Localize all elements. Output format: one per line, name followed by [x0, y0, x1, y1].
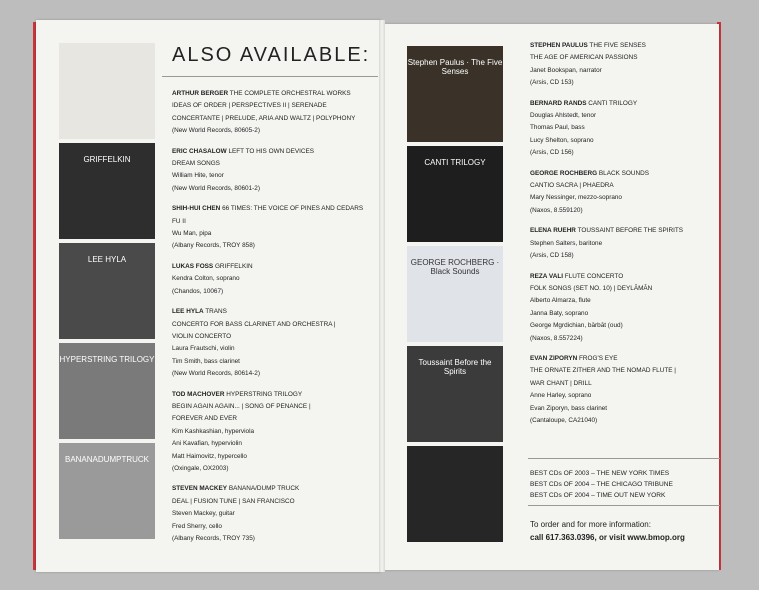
cd-entry-line: (Arsis, CD 153)	[530, 79, 574, 87]
contact-line-2: call 617.363.0396, or visit www.bmop.org	[530, 533, 685, 542]
right-album-cover	[407, 146, 503, 242]
cd-entry-line: Janna Baty, soprano	[530, 309, 589, 317]
composer-name: STEPHEN PAULUS	[530, 42, 588, 49]
cd-entry-line: FOLK SONGS (SET NO. 10) | DEYLĀMĀN	[530, 284, 653, 292]
composer-name: LEE HYLA	[172, 308, 204, 316]
cd-entry-heading	[172, 261, 377, 273]
cd-entry-line: (New World Records, 80614-2)	[172, 370, 260, 378]
cd-entry-line: (New World Records, 80601-2)	[172, 184, 260, 192]
album-title: BANANA/DUMP TRUCK	[227, 485, 300, 493]
best-of-item: BEST CDs OF 2004 – THE CHICAGO TRIBUNE	[530, 481, 673, 488]
book-gutter	[379, 20, 385, 572]
cd-entry-line: (Albany Records, TROY 735)	[172, 535, 255, 542]
album-title: TRANS	[203, 308, 227, 316]
album-title: THE COMPLETE ORCHESTRAL WORKS	[228, 90, 351, 97]
cd-entry-line: Lucy Shelton, soprano	[530, 136, 594, 144]
cd-entry-line: Wu Man, pipa	[172, 230, 212, 238]
cd-entry-heading	[530, 168, 716, 180]
cd-entry-line: Evan Ziporyn, bass clarinet	[530, 404, 608, 412]
cd-entry-heading	[172, 306, 377, 318]
right-album-cover	[407, 246, 503, 342]
cd-entry-line: IDEAS OF ORDER | PERSPECTIVES II | SERENADE	[172, 102, 327, 110]
album-title: THE FIVE SENSES	[587, 42, 646, 49]
cd-entry-line: (New World Records, 80605-2)	[172, 127, 260, 135]
cd-entry-line: DREAM SONGS	[172, 160, 220, 168]
cd-entry	[172, 389, 377, 476]
right-cover-column	[407, 46, 503, 542]
cd-entry-line: (Albany Records, TROY 858)	[172, 242, 255, 250]
cd-entry-line: Tim Smith, bass clarinet	[172, 357, 240, 365]
cd-entry-line: Douglas Ahlstedt, tenor	[530, 112, 597, 120]
best-of-list	[530, 468, 673, 501]
page-heading: ALSO AVAILABLE:	[172, 44, 371, 66]
cd-entry-heading	[530, 225, 716, 237]
cd-entry-line: (Naxos, 8.557224)	[530, 334, 583, 342]
cd-entry-line: THE AGE OF AMERICAN PASSIONS	[530, 54, 638, 62]
album-cover-title: Toussaint Before the Spirits	[418, 358, 492, 376]
cd-entry-heading	[530, 40, 716, 52]
right-entry-list	[530, 40, 716, 435]
cd-entry-line: CONCERTANTE | PRELUDE, ARIA AND WALTZ | POLYPHONY	[172, 114, 356, 122]
cd-entry-line: Kim Kashkashian, hyperviola	[172, 427, 255, 435]
composer-name: EVAN ZIPORYN	[530, 354, 578, 362]
cd-entry-line: Ani Kavafian, hyperviolin	[172, 440, 242, 448]
cd-entry-line: DEAL | FUSION TUNE | SAN FRANCISCO	[172, 497, 295, 505]
cd-entry-line: VIOLIN CONCERTO	[172, 332, 232, 340]
cd-entry-line: Mary Nessinger, mezzo-soprano	[530, 194, 622, 202]
left-album-cover	[59, 143, 155, 239]
left-album-cover	[59, 43, 155, 139]
composer-name: GEORGE ROCHBERG	[530, 169, 598, 177]
cd-entry-line: (Naxos, 8.559120)	[530, 206, 583, 214]
left-album-cover	[59, 343, 155, 439]
right-album-cover	[407, 446, 503, 542]
composer-name: REZA VALI	[530, 272, 564, 280]
cd-entry-line: Alberto Almarza, flute	[530, 297, 591, 305]
album-cover-title: GRIFFELKIN	[83, 155, 131, 164]
cd-entry-heading	[530, 353, 716, 365]
album-cover-title: GEORGE ROCHBERG · Black Sounds	[410, 258, 500, 276]
heading-divider	[162, 76, 378, 77]
cd-entry	[530, 225, 716, 262]
cd-entry-line: FOREVER AND EVER	[172, 415, 237, 423]
composer-name: ARTHUR BERGER	[172, 90, 229, 97]
cd-entry-line: Fred Sherry, cello	[172, 522, 222, 530]
cd-entry	[530, 98, 716, 160]
contact-line-1: To order and for more information:	[530, 520, 651, 529]
cd-entry-line: Matt Haimovitz, hypercello	[172, 452, 247, 460]
album-title: BLACK SOUNDS	[597, 169, 649, 177]
cd-entry	[172, 146, 377, 196]
composer-name: ELENA RUEHR	[530, 227, 576, 235]
album-title: FROG'S EYE	[577, 354, 618, 362]
cd-entry	[530, 353, 716, 427]
cd-entry-line: (Arsis, CD 156)	[530, 149, 574, 157]
cd-entry-heading	[172, 389, 377, 401]
contact-block	[530, 518, 685, 544]
right-album-cover	[407, 346, 503, 442]
cd-entry-line: Janet Bookspan, narrator	[530, 66, 602, 74]
left-album-cover	[59, 443, 155, 539]
album-cover-title: Stephen Paulus · The Five Senses	[407, 58, 503, 76]
cd-entry-line: (Chandos, 10067)	[172, 287, 224, 295]
cd-entry-line: (Oxingale, OX2003)	[172, 464, 229, 472]
album-title: HYPERSTRING TRILOGY	[224, 390, 303, 398]
composer-name: LUKAS FOSS	[172, 262, 214, 270]
album-cover-title: HYPERSTRING TRILOGY	[59, 355, 155, 364]
cd-entry-heading	[172, 146, 377, 158]
left-album-cover	[59, 243, 155, 339]
cd-entry-heading	[530, 98, 716, 110]
cd-entry-line: CANTIO SACRA | PHAEDRA	[530, 182, 614, 190]
right-album-cover	[407, 46, 503, 142]
composer-name: STEVEN MACKEY	[172, 485, 228, 493]
cd-entry-heading	[172, 203, 377, 215]
cd-entry-line: Stephen Salters, baritone	[530, 239, 603, 247]
cd-entry-line: Thomas Paul, bass	[530, 124, 585, 132]
album-title: TOUSSAINT BEFORE THE SPIRITS	[575, 227, 684, 235]
best-of-item: BEST CDs OF 2004 – TIME OUT NEW YORK	[530, 492, 666, 499]
best-of-divider-top	[528, 458, 720, 459]
cd-entry-line: William Hite, tenor	[172, 172, 224, 180]
cd-entry-line: BEGIN AGAIN AGAIN... | SONG OF PENANCE |	[172, 402, 311, 410]
composer-name: ERIC CHASALOW	[172, 147, 227, 155]
album-title: LEFT TO HIS OWN DEVICES	[226, 147, 315, 155]
cd-entry	[530, 40, 716, 90]
cd-entry-heading	[172, 483, 377, 495]
cd-entry-line: FU II	[172, 217, 186, 225]
best-of-item: BEST CDs OF 2003 – THE NEW YORK TIMES	[530, 470, 670, 477]
cd-entry-line: Kendra Colton, soprano	[172, 275, 240, 283]
cd-entry-line: Steven Mackey, guitar	[172, 510, 235, 518]
cd-entry-line: Laura Frautschi, violin	[172, 345, 235, 353]
album-cover-title: CANTI TRILOGY	[424, 158, 486, 167]
album-title: GRIFFELKIN	[213, 262, 253, 270]
album-cover-title: BANANADUMPTRUCK	[64, 455, 149, 464]
left-entry-list	[172, 88, 377, 553]
cd-entry-line: Anne Harley, soprano	[530, 392, 592, 400]
left-cover-column	[59, 43, 155, 539]
album-title: FLUTE CONCERTO	[563, 272, 624, 280]
album-title: 66 TIMES: THE VOICE OF PINES AND CEDARS	[220, 205, 364, 213]
cd-entry	[172, 483, 377, 545]
cd-entry-line: THE ORNATE ZITHER AND THE NOMAD FLUTE |	[530, 367, 676, 375]
cd-entry	[172, 88, 377, 138]
cd-entry	[530, 168, 716, 218]
composer-name: SHIH-HUI CHEN	[172, 205, 221, 213]
cd-entry	[172, 203, 377, 253]
best-of-divider-bottom	[528, 505, 720, 506]
cd-entry-heading	[530, 271, 716, 283]
composer-name: BERNARD RANDS	[530, 99, 587, 107]
cd-entry-heading	[172, 88, 377, 100]
cd-entry	[530, 271, 716, 345]
cd-entry	[172, 261, 377, 298]
album-cover-title: LEE HYLA	[87, 255, 127, 264]
cd-entry-line: CONCERTO FOR BASS CLARINET AND ORCHESTRA |	[172, 320, 336, 328]
cd-entry-line: (Cantaloupe, CA21040)	[530, 416, 598, 424]
cd-entry-line: (Arsis, CD 158)	[530, 252, 574, 260]
album-title: CANTI TRILOGY	[586, 99, 638, 107]
cd-entry-line: WAR CHANT | DRILL	[530, 379, 592, 387]
composer-name: TOD MACHOVER	[172, 390, 225, 398]
cd-entry-line: George Mgrdichian, bārbāt (oud)	[530, 322, 623, 330]
cd-entry	[172, 306, 377, 380]
